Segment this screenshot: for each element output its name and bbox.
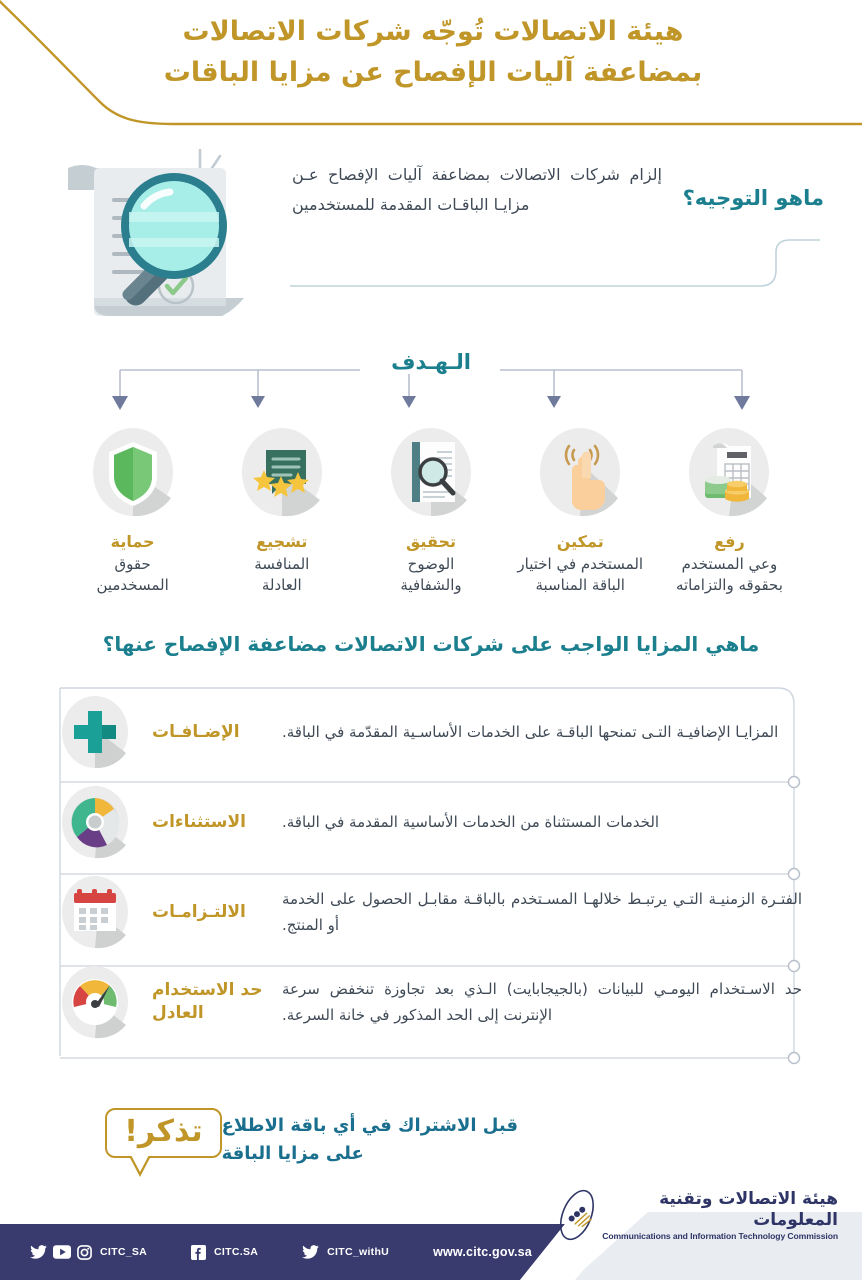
directive-description: إلزام شركات الاتصالات بمضاعفة آليات الإفصاح عـن مزايـا الباقـات المقدمة للمستخدمين (292, 165, 662, 214)
citc-logo-arabic: هيئة الاتصالات وتقنية المعلومات (659, 1189, 838, 1230)
speed-gauge-icon (56, 963, 134, 1041)
social-icons (30, 1245, 92, 1260)
table-row (56, 864, 820, 954)
goal-item-empowerment (506, 426, 655, 596)
invoice-money-icon (683, 426, 775, 518)
features-panel (56, 684, 820, 1072)
social-handle: CITC_withU (327, 1246, 390, 1258)
website-url[interactable]: www.citc.gov.sa (433, 1245, 532, 1259)
features-section (0, 628, 862, 1088)
instagram-icon[interactable] (77, 1245, 92, 1260)
goal-item-label: تحقيق الوضوح والشفافية (400, 532, 462, 595)
goal-item-label: رفع وعي المستخدم بحقوقه والتزاماته (675, 532, 783, 595)
twitter-icon[interactable] (302, 1245, 319, 1259)
goal-item-awareness (655, 426, 804, 596)
table-row (56, 954, 820, 1044)
citc-logo-text (600, 1189, 838, 1241)
goal-item-protection (58, 426, 207, 596)
page-title-line-2: بمضاعفة آليات الإفصاح عن مزايا الباقات (163, 56, 703, 88)
social-handle: CITC.SA (214, 1246, 259, 1258)
social-icons (191, 1245, 206, 1260)
footer-social-links (0, 1224, 620, 1280)
table-row (56, 774, 820, 864)
social-icons (302, 1245, 319, 1259)
feature-name: الالتـزامـات (152, 901, 246, 922)
twitter-icon[interactable] (30, 1245, 47, 1259)
directive-label: ماهو التوجيه؟ (682, 186, 824, 210)
goal-item-label: تمكين المستخدم في اختيار الباقة المناسبة (517, 532, 644, 595)
social-group-citc-sa[interactable] (30, 1245, 147, 1260)
feature-description: الخدمات المستثناة من الخدمات الأساسية المقدمة في الباقة. (282, 812, 660, 831)
goal-item-competition (207, 426, 356, 596)
footer (0, 1172, 862, 1280)
goal-item-label: حماية حقوق المسخدمين (96, 532, 169, 595)
page-title-line-1: هيئة الاتصالات تُوجّه شركات الاتصالات (182, 16, 684, 47)
document-magnifier-icon (48, 146, 288, 336)
citc-logo-english: Communications and Information Technology Commission (602, 1230, 838, 1241)
remember-text (222, 1108, 518, 1168)
citc-logo (554, 1180, 844, 1250)
remember-text-line-1: قبل الاشتراك في أي باقة الاطلاع (221, 1115, 518, 1136)
goal-items (0, 426, 862, 596)
plus-icon (56, 693, 134, 771)
pie-chart-icon (56, 783, 134, 861)
youtube-icon[interactable] (53, 1245, 71, 1259)
feature-description: حد الاسـتخدام اليومـي للبيانات (بالجيجابايت) الـذي بعد تجاوزة تنخفض سرعة الإنترنت إلى الحد المذكور في خانة السرعة. (282, 979, 802, 1024)
feature-name: الاستثناءات (152, 811, 247, 832)
feature-name: الإضـافـات (152, 721, 240, 742)
citc-swoosh-logo (554, 1184, 600, 1246)
goal-title: الـهـدف (0, 350, 862, 374)
table-row (56, 684, 820, 774)
features-title: ماهي المزايا الواجب على شركات الاتصالات مضاعفة الإفصاح عنها؟ (102, 632, 760, 656)
remember-badge: تذكر! (105, 1108, 221, 1158)
directive-bracket-line (290, 238, 820, 290)
feature-description: الفتـرة الزمنيـة التـي يرتبـط خلالهـا المسـتخدم بالباقـة مقابـل الحصول على الخدمة أو المنتج. (282, 889, 802, 934)
feature-name: حد الاستخدام العادل (152, 980, 263, 1023)
document-search-icon (385, 426, 477, 518)
social-handle: CITC_SA (100, 1246, 148, 1258)
directive-section (0, 128, 862, 348)
facebook-icon[interactable] (191, 1245, 206, 1260)
remember-callout (105, 1108, 532, 1168)
social-group-citc-facebook[interactable] (191, 1245, 258, 1260)
hand-tap-icon (534, 426, 626, 518)
goal-item-transparency (356, 426, 505, 596)
feature-description: المزايـا الإضافيـة التـى تمنحها الباقـة على الخدمات الأساسـية المقدّمة في الباقة. (282, 722, 779, 741)
goal-section (0, 348, 862, 628)
header (0, 0, 862, 128)
remember-text-line-2: على مزايا الباقة (221, 1142, 364, 1164)
shield-icon (87, 426, 179, 518)
social-group-citc-withu[interactable] (302, 1245, 389, 1259)
calendar-icon (56, 873, 134, 951)
page-title (38, 12, 828, 93)
stars-review-icon (236, 426, 328, 518)
goal-item-label: تشجيع المنافسة العادلة (254, 532, 310, 595)
